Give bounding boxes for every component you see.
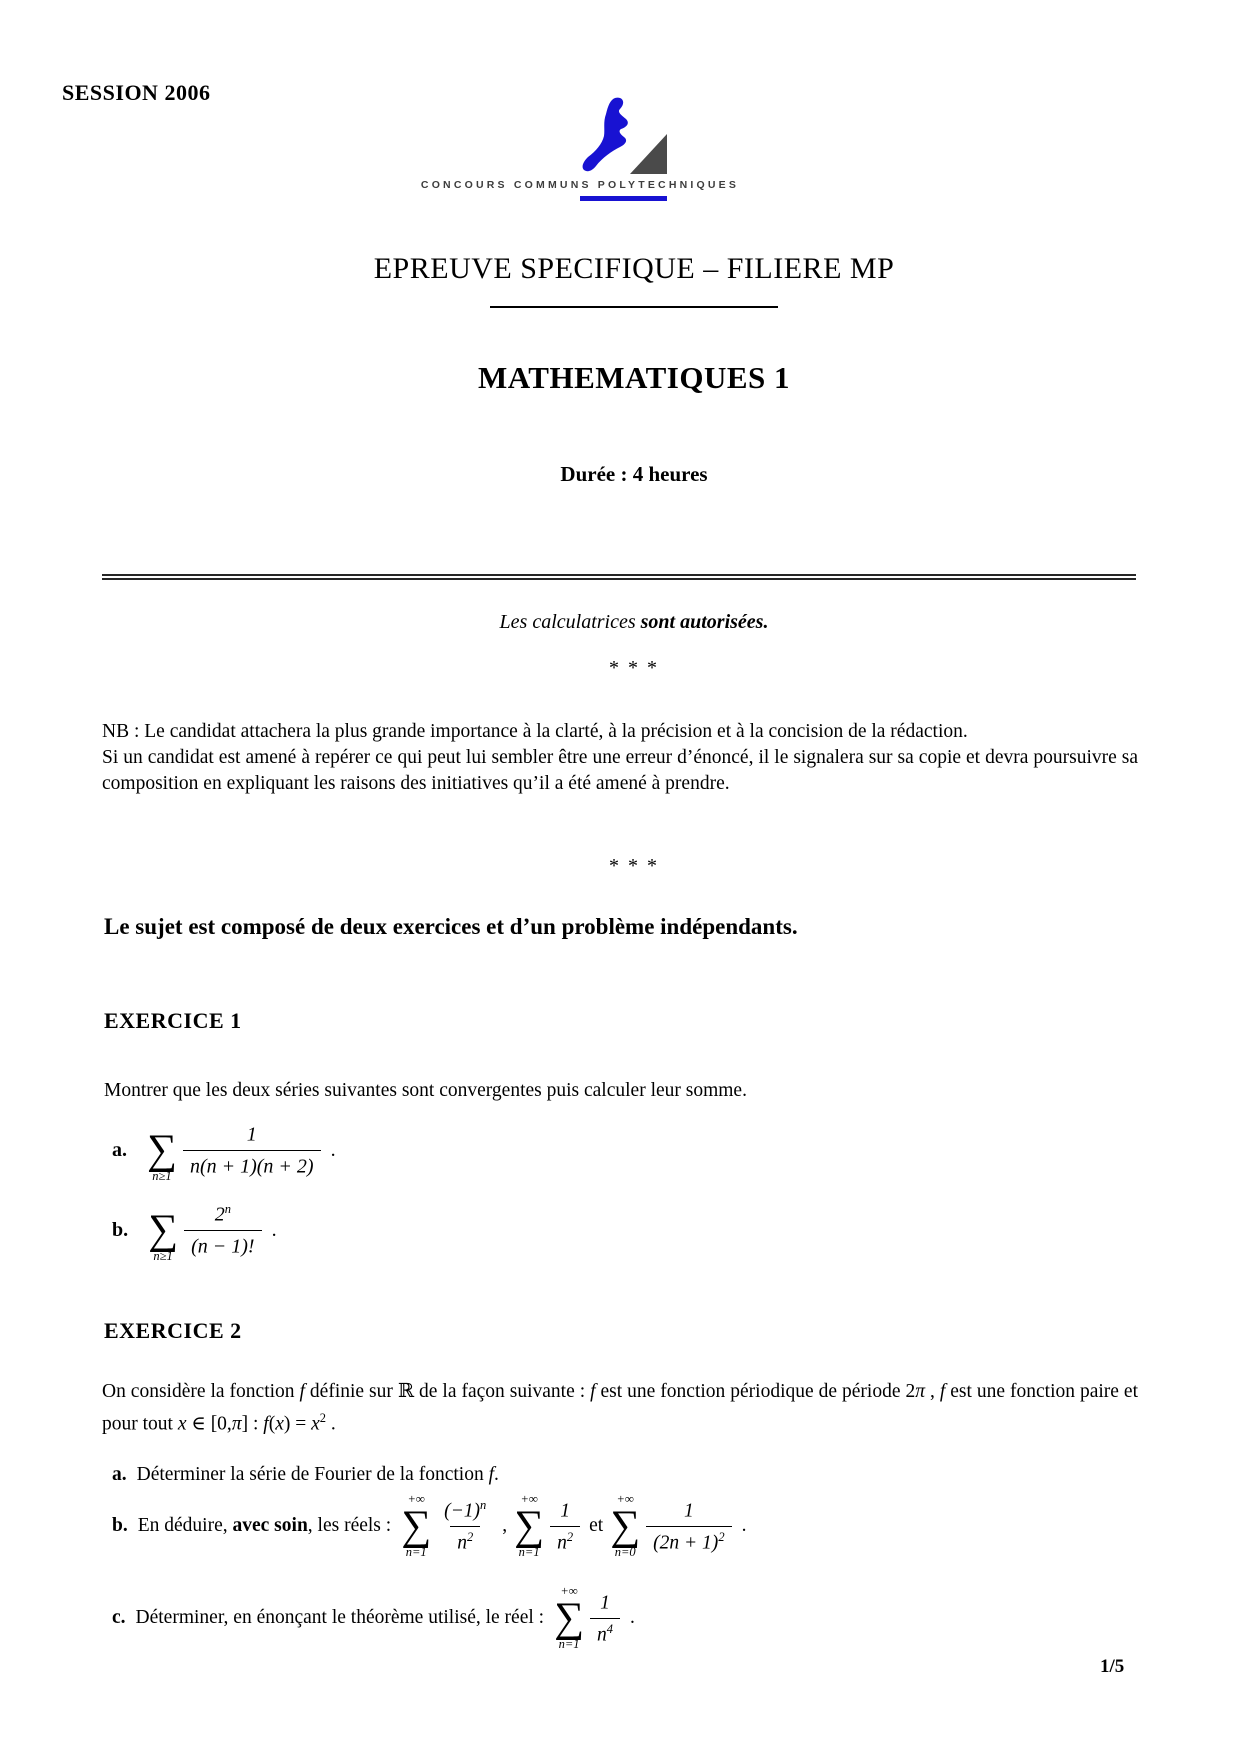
page-number: 1/5 [1100, 1656, 1125, 1677]
item-lead-text: En déduire, avec soin, les réels : [137, 1515, 392, 1536]
gray-triangle-shape [630, 134, 667, 174]
exercise2-heading: EXERCICE 2 [104, 1318, 242, 1343]
denominator-text: n [597, 1624, 607, 1645]
sum-lower-limit: n≥1 [153, 1249, 173, 1263]
numerator-exponent: n [480, 1497, 487, 1512]
exercise2-item-a [112, 1464, 499, 1486]
nb-block [102, 719, 1138, 797]
numerator-text: 1 [246, 1123, 257, 1146]
summation [554, 1584, 584, 1652]
exercise1-heading: EXERCICE 1 [104, 1008, 242, 1033]
summation [610, 1492, 640, 1560]
sum-lower-limit: n=1 [518, 1545, 540, 1559]
blue-swoosh-shape [583, 98, 628, 172]
fraction-denominator [450, 1526, 480, 1555]
exercise2-intro: On considère la fonction f définie sur ℝ de la façon suivante : f est une fonction périodique de période 2π , f est une fonction paire et pour tout x ∈ [0,π] : $f(x) = x^2$ . [102, 1381, 1138, 1435]
sigma-symbol: ∑ [610, 1503, 641, 1549]
denominator-exponent: 2 [566, 1529, 574, 1544]
sum-upper-limit: +∞ [407, 1492, 425, 1506]
sum-upper-limit: +∞ [616, 1492, 634, 1506]
fraction-numerator [437, 1498, 493, 1526]
sigma-symbol: ∑ [147, 1127, 177, 1173]
denominator-text: n(n + 1)(n + 2) [189, 1155, 314, 1178]
numerator-text: 1 [560, 1500, 570, 1522]
stars-separator: * * * [609, 855, 659, 877]
fraction [184, 1202, 261, 1258]
calculators-notice: Les calculatrices sont autorisées. [499, 611, 769, 633]
exercise2-item-c [112, 1584, 635, 1652]
fraction-numerator [553, 1498, 577, 1526]
denominator-text: (n − 1)! [191, 1235, 255, 1258]
logo-underline [580, 196, 667, 201]
fraction [550, 1498, 580, 1555]
session-label: SESSION 2006 [62, 80, 211, 105]
denominator-exponent: 2 [466, 1529, 474, 1544]
fraction-numerator [593, 1590, 617, 1618]
denominator-exponent: 4 [606, 1621, 614, 1636]
exercise1-intro: Montrer que les deux séries suivantes sont convergentes puis calculer leur somme. [104, 1080, 747, 1101]
stars-separator: * * * [609, 657, 659, 679]
exercise1-item-a [112, 1116, 336, 1184]
item-label: b. [112, 1515, 128, 1536]
composition-statement: Le sujet est composé de deux exercices et d’un problème indépendants. [104, 914, 798, 939]
logo-caption: CONCOURS COMMUNS POLYTECHNIQUES [420, 179, 740, 191]
sigma-symbol: ∑ [554, 1595, 585, 1641]
formula-period: . [330, 1138, 336, 1161]
sigma-symbol: ∑ [148, 1207, 179, 1253]
summation [147, 1116, 177, 1184]
denominator-text: (2n + 1) [653, 1532, 719, 1553]
item-label: b. [112, 1218, 129, 1241]
item-text: Déterminer la série de Fourier de la fonction f. [136, 1464, 499, 1485]
denominator-text: n [557, 1532, 567, 1553]
item-label: a. [112, 1138, 127, 1161]
item-label: c. [112, 1607, 126, 1628]
separator-et: et [589, 1515, 604, 1536]
subject-title: MATHEMATIQUES 1 [477, 360, 791, 395]
summation [401, 1492, 431, 1560]
sum-lower-limit: n=0 [614, 1545, 636, 1559]
fraction-numerator [677, 1498, 701, 1526]
numerator-text: (−1) [444, 1500, 481, 1522]
numerator-text: 1 [683, 1500, 694, 1522]
duration-label: Durée : 4 heures [560, 462, 708, 486]
fraction [646, 1498, 731, 1555]
fraction-denominator [550, 1526, 580, 1555]
summation [514, 1492, 544, 1560]
formula-period: . [630, 1607, 635, 1628]
item-label: a. [112, 1464, 127, 1485]
exercise1-item-b [112, 1196, 277, 1264]
fraction [590, 1590, 620, 1647]
ccp-logo-graphic [582, 96, 667, 176]
denominator-text: n [457, 1532, 467, 1553]
sigma-symbol: ∑ [514, 1503, 545, 1549]
sum-upper-limit: +∞ [560, 1584, 578, 1598]
denominator-exponent: 2 [718, 1529, 725, 1544]
epreuve-title: EPREUVE SPECIFIQUE – FILIERE MP [373, 252, 895, 285]
fraction-numerator [240, 1122, 264, 1150]
fraction-denominator [590, 1618, 620, 1647]
numerator-exponent: n [224, 1201, 231, 1216]
sum-lower-limit: n=1 [405, 1545, 427, 1559]
fraction-denominator [646, 1526, 731, 1555]
separator-comma: , [502, 1515, 508, 1536]
formula-period: . [271, 1218, 277, 1241]
numerator-text: 1 [600, 1592, 610, 1614]
nb-paragraph: NB : Le candidat attachera la plus grande importance à la clarté, à la précision et à la concision de la rédaction. [102, 721, 968, 742]
sum-upper-limit: +∞ [520, 1492, 538, 1506]
fraction-numerator [208, 1202, 238, 1230]
item-lead-text: Déterminer, en énonçant le théorème utilisé, le réel : [135, 1607, 545, 1628]
fraction-denominator [183, 1150, 321, 1179]
warning-paragraph: Si un candidat est amené à repérer ce qui peut lui sembler être une erreur d’énoncé, il le signalera sur sa copie et devra poursuivre sa composition en expliquant les raisons des initiatives qu’il a été amené à prendre. [102, 747, 1138, 794]
title-divider [490, 306, 778, 308]
sum-lower-limit: n≥1 [152, 1169, 172, 1183]
summation [148, 1196, 178, 1264]
exercise2-item-b [112, 1492, 746, 1560]
fraction-denominator [184, 1230, 261, 1259]
formula-period: . [741, 1515, 747, 1536]
numerator-text: 2 [214, 1203, 225, 1226]
fraction [183, 1122, 321, 1178]
section-divider [102, 574, 1136, 580]
sigma-symbol: ∑ [401, 1503, 432, 1549]
sum-lower-limit: n=1 [558, 1637, 580, 1651]
fraction [437, 1498, 493, 1555]
